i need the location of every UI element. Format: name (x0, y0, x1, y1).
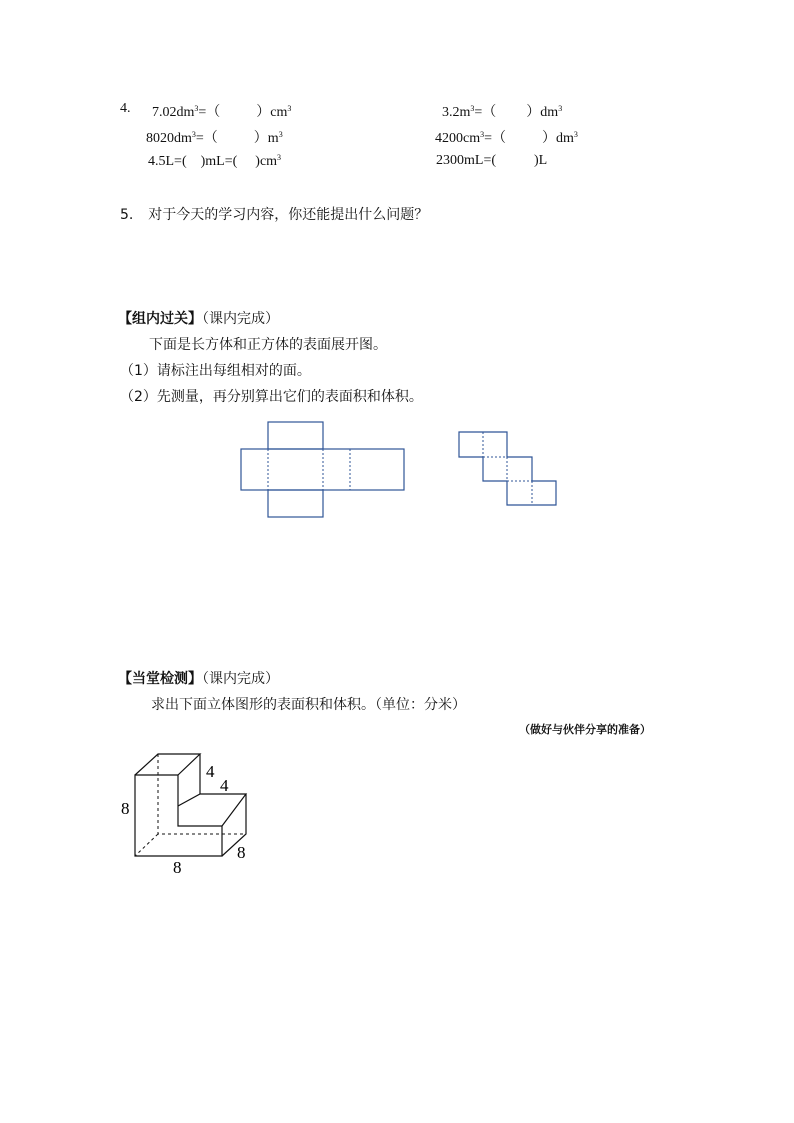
q4-number: 4. (120, 101, 131, 116)
solid-top-tall (135, 754, 200, 775)
section-test-note: （课内完成） (202, 671, 279, 687)
q4-right-row1: $3.2m^3=$（ ）$dm^3$ (442, 104, 563, 120)
dim-label-8-bottom: 8 (173, 858, 182, 877)
section-group-note: （课内完成） (202, 311, 279, 327)
section-group-item1: （1）请标注出每组相对的面。 (120, 363, 311, 379)
section-group-intro: 下面是长方体和正方体的表面展开图。 (149, 337, 387, 353)
section-group-item2: （2）先测量，再分别算出它们的表面积和体积。 (120, 389, 423, 405)
q4-right-row3: 2300mL=( )L (436, 153, 548, 168)
section-test-prep-note: （做好与伙伴分享的准备） (519, 723, 651, 736)
q4-left-row3: 4.5L=( )mL=( )$cm^3$ (148, 153, 282, 169)
dim-label-4-side: 4 (220, 776, 229, 795)
section-test-intro: 求出下面立体图形的表面积和体积。（单位：分米） (151, 697, 466, 713)
dim-label-8-right: 8 (237, 843, 246, 862)
q5-number: 5. (120, 207, 134, 223)
solid-hidden-edge (135, 834, 158, 856)
q4-left-row1: $7.02dm^3=$（ ）$cm^3$ (152, 104, 292, 120)
dim-label-4-top: 4 (206, 762, 215, 781)
q5-text: 对于今天的学习内容，你还能提出什么问题？ (148, 207, 429, 223)
section-group-title: 【组内过关】 (118, 311, 202, 327)
dim-label-8-left: 8 (121, 799, 130, 818)
q4-right-row2: $4200cm^3=$（ ）$dm^3$ (435, 130, 578, 146)
q4-left-row2: $8020dm^3=$（ ）$m^3$ (146, 130, 283, 146)
section-test-title: 【当堂检测】 (118, 671, 202, 687)
solid-step-top (178, 794, 246, 826)
